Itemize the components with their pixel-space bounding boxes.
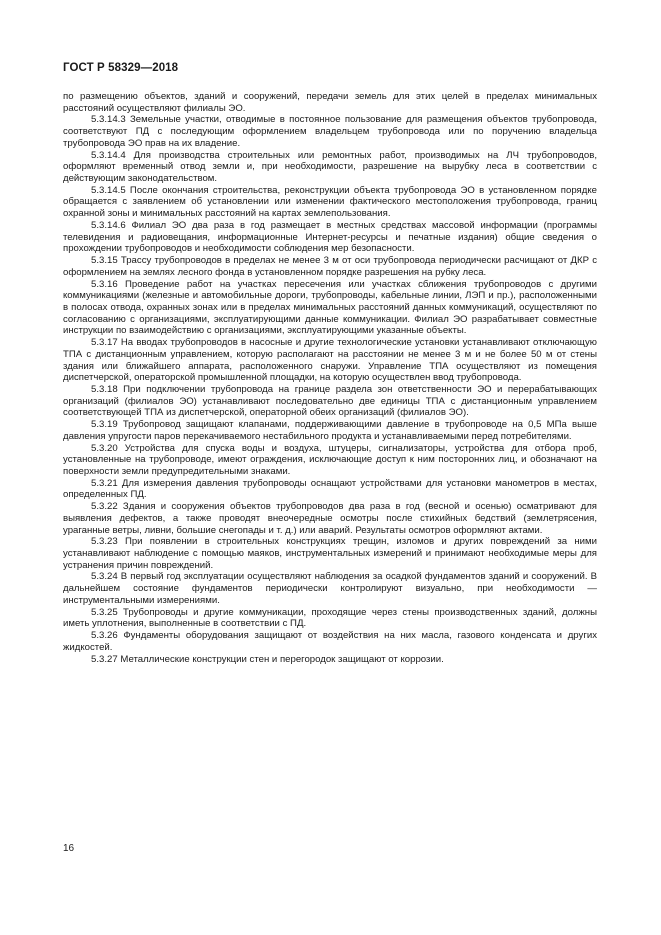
paragraph-continuation: по размещению объектов, зданий и сооружений, передачи земель для этих целей в пределах минимальных расстояний осуществляют филиалы ЭО. xyxy=(63,91,597,114)
paragraph-5-3-24: 5.3.24 В первый год эксплуатации осуществляют наблюдения за осадкой фундаментов зданий и сооружений. В дальнейшем состояние фундаментов периодически контролируют визуально, при необходимости — инструментальными измерениями. xyxy=(63,571,597,606)
paragraph-5-3-14-6: 5.3.14.6 Филиал ЭО два раза в год размещает в местных средствах массовой информации (программы телевидения и радиовещания, информационные Интернет-ресурсы и печатные издания) общие сведения о прохождении трубопроводов и необходимости соблюдения мер безопасности. xyxy=(63,219,597,255)
paragraph-5-3-19: 5.3.19 Трубопровод защищают клапанами, поддерживающими давление в трубопроводе на 0,5 МПа выше давления упругости паров перекачиваемого нестабильного продукта и устанавливаемыми перед потребителями. xyxy=(63,419,597,442)
paragraph-5-3-21: 5.3.21 Для измерения давления трубопроводы оснащают устройствами для установки манометров в местах, определенных ПД. xyxy=(63,477,597,501)
paragraph-5-3-14-3: 5.3.14.3 Земельные участки, отводимые в постоянное пользование для размещения объектов трубопровода, соответствуют ПД с последующим оформлением владельцем трубопровода или по поручению владельца трубопровода ЭО прав на их владение. xyxy=(63,114,597,149)
paragraph-5-3-20: 5.3.20 Устройства для спуска воды и воздуха, штуцеры, сигнализаторы, устройства для отбора проб, установленные на трубопроводе, имеют ограждения, исключающие доступ к ним посторонних лиц, и обозначают на поверхности земли предупредительными знаками. xyxy=(63,442,597,477)
paragraph-5-3-25: 5.3.25 Трубопроводы и другие коммуникации, проходящие через стены производственных зданий, должны иметь уплотнения, выполненные в соответствии с ПД. xyxy=(63,606,597,630)
paragraph-5-3-15: 5.3.15 Трассу трубопроводов в пределах не менее 3 м от оси трубопровода периодически расчищают от ДКР с оформлением на землях лесного фонда в установленном порядке разрешения на рубку леса. xyxy=(63,255,597,278)
paragraph-5-3-26: 5.3.26 Фундаменты оборудования защищают от воздействия на них масла, газового конденсата и других жидкостей. xyxy=(63,630,597,653)
paragraph-5-3-22: 5.3.22 Здания и сооружения объектов трубопроводов два раза в год (весной и осенью) осматривают для выявления дефектов, а также проводят внеочередные осмотры после стихийных бедствий (землетрясения, ураганные ветры, ливни, большие снегопады и т. д.) или аварий. Результаты осмотров оформляют актами. xyxy=(63,501,597,536)
paragraph-5-3-14-5: 5.3.14.5 После окончания строительства, реконструкции объекта трубопровода ЭО в установленном порядке обращается с заявлением об установлении или изменении фактического местоположения трубопровода, границ охранной зоны и минимальных расстояний на картах землепользования. xyxy=(63,184,597,220)
paragraph-5-3-14-4: 5.3.14.4 Для производства строительных или ремонтных работ, производимых на ЛЧ трубопроводов, оформляют временный отвод земли и, при необходимости, разрешение на вырубку леса в соответствии с действующим законодательством. xyxy=(63,149,597,185)
paragraph-5-3-27: 5.3.27 Металлические конструкции стен и перегородок защищают от коррозии. xyxy=(91,653,444,665)
document-body xyxy=(63,91,597,665)
standard-code-header: ГОСТ Р 58329—2018 xyxy=(63,62,179,74)
paragraph-5-3-16: 5.3.16 Проведение работ на участках пересечения или участках сближения трубопроводов с другими коммуникациями (железные и автомобильные дороги, трубопроводы, кабельные линии, ЛЭП и пр.), расположенными в полосах отвода, охранных зонах или в пределах минимальных расстояний данных коммуникаций, осуществляют по согласованию с организациями, эксплуатирующими данные коммуникации. Филиал ЭО разрабатывает совместные инструкции по взаимодействию с организациями, эксплуатирующими указанные объекты. xyxy=(63,278,597,337)
page-number: 16 xyxy=(63,843,75,854)
paragraph-5-3-18: 5.3.18 При подключении трубопровода на границе раздела зон ответственности ЭО и перерабатывающих организаций (филиалов ЭО) устанавливают последовательно две единицы ТПА с дистанционным управлением соответствующей ТПА из диспетчерской, операторной обеих организаций (филиалов ЭО). xyxy=(63,383,597,419)
paragraph-5-3-17: 5.3.17 На вводах трубопроводов в насосные и другие технологические установки устанавливают отключающую ТПА с дистанционным управлением, которую располагают на расстоянии не менее 3 м и не более 50 м от стены здания или ближайшего аппарата, расположенного снаружи. Управление ТПА осуществляют из помещения диспетчерской, операторской промышленной площадки, на которую осуществлен ввод трубопровода. xyxy=(63,337,597,384)
paragraph-5-3-23: 5.3.23 При появлении в строительных конструкциях трещин, изломов и других повреждений за ними устанавливают наблюдение с помощью маяков, инструментальных измерений и принимают необходимые меры для устранения причин повреждений. xyxy=(63,536,597,571)
